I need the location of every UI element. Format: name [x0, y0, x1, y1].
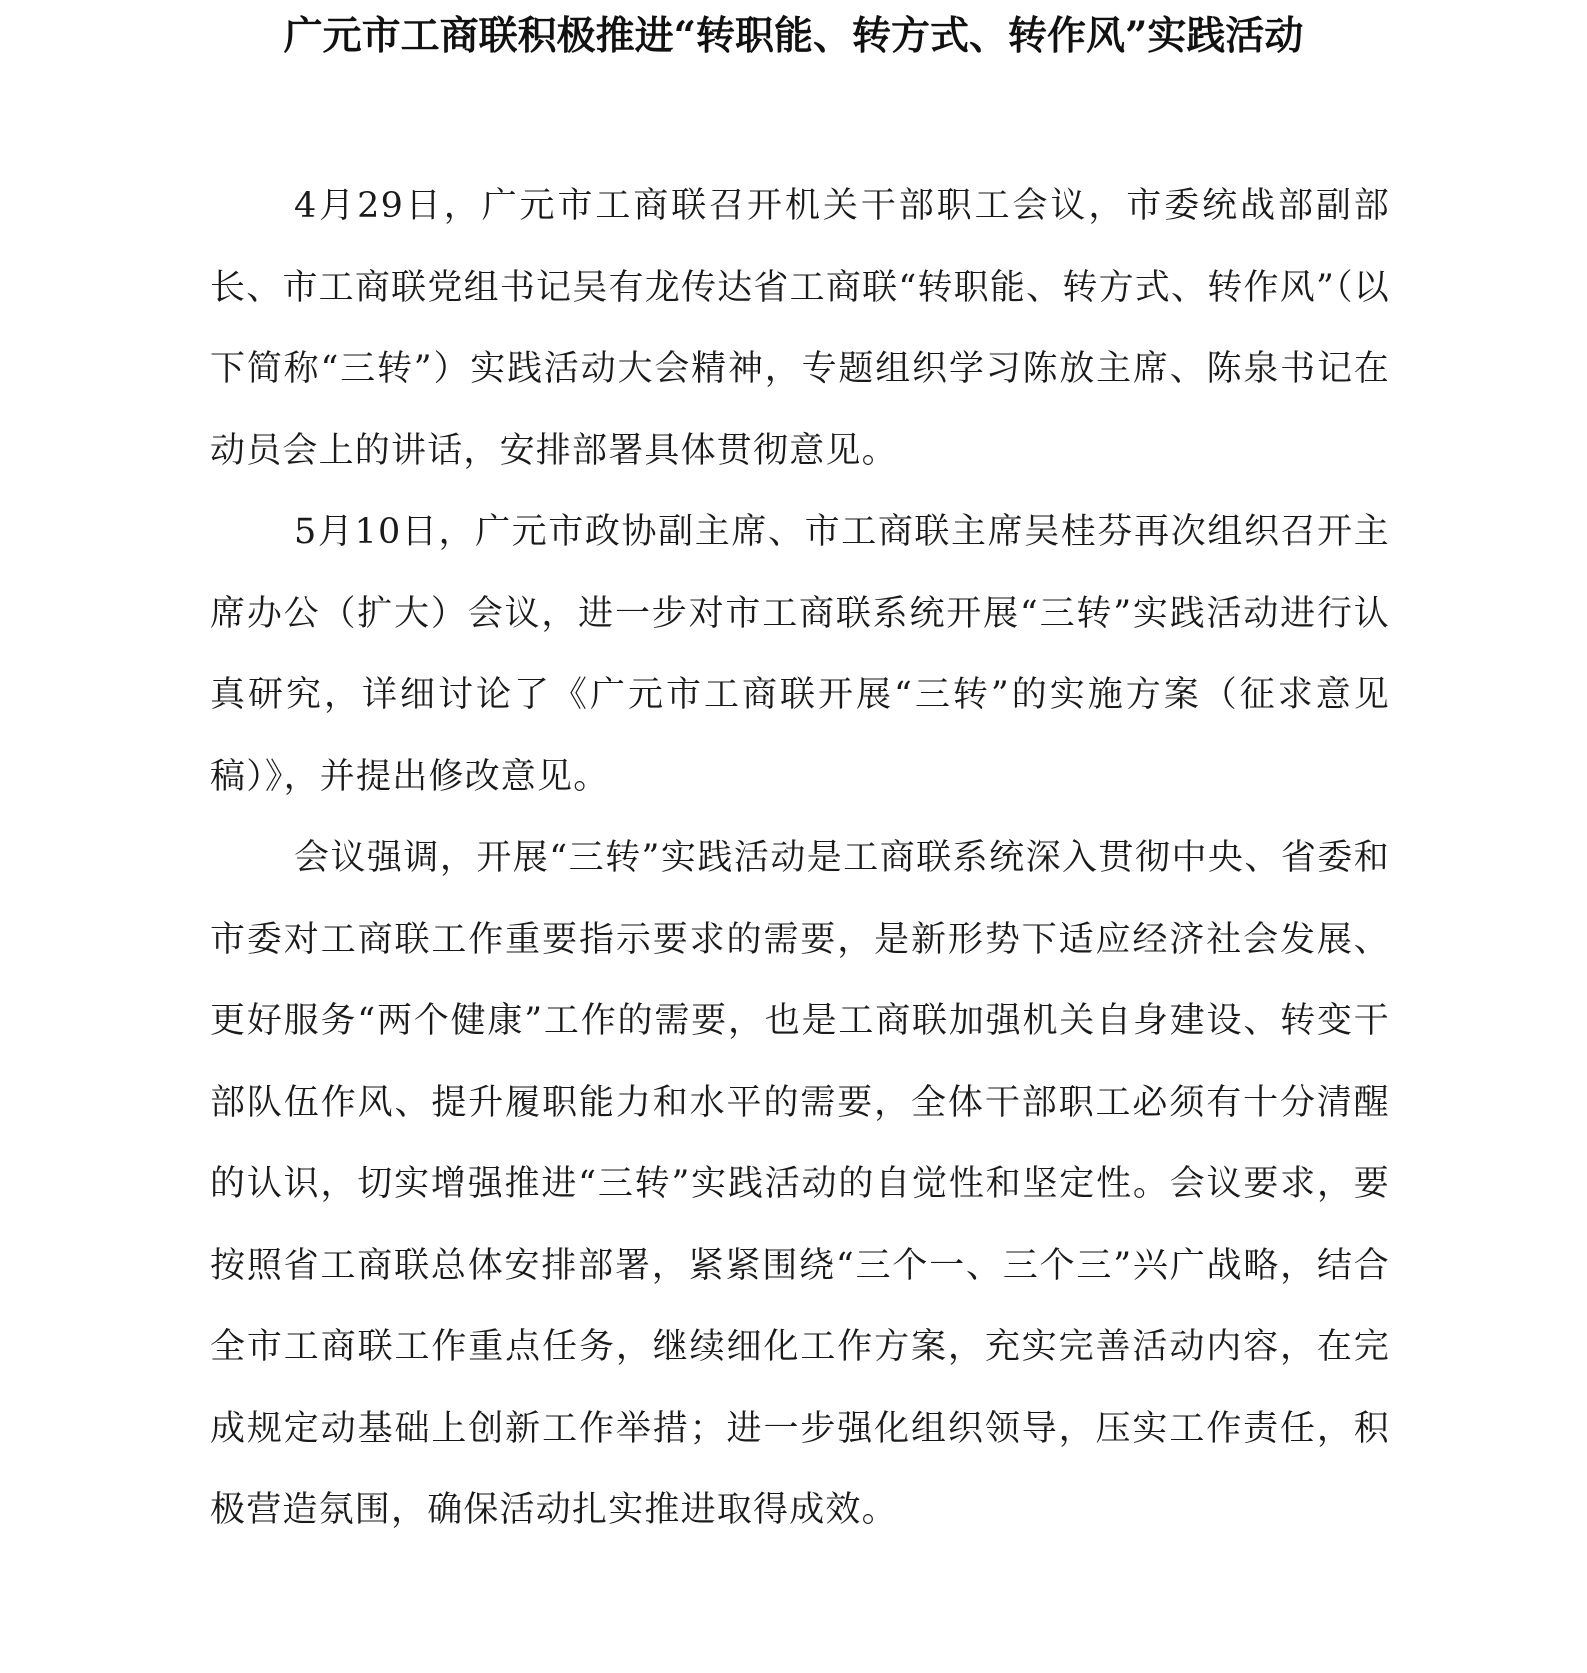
- document-title: 广元市工商联积极推进“转职能、转方式、转作风”实践活动: [283, 13, 1304, 59]
- document-body: [210, 166, 1390, 1552]
- paragraph-3: 会议强调，开展“三转”实践活动是工商联系统深入贯彻中央、省委和市委对工商联工作重要指示要求的需要，是新形势下适应经济社会发展、更好服务“两个健康”工作的需要，也是工商联加强机关自身建设、转变干部队伍作风、提升履职能力和水平的需要，全体干部职工必须有十分清醒的认识，切实增强推进“三转”实践活动的自觉性和坚定性。会议要求，要按照省工商联总体安排部署，紧紧围绕“三个一、三个三”兴广战略，结合全市工商联工作重点任务，继续细化工作方案，充实完善活动内容，在完成规定动基础上创新工作举措；进一步强化组织领导，压实工作责任，积极营造氛围，确保活动扎实推进取得成效。: [210, 838, 1390, 1530]
- paragraph-2: 5月10日，广元市政协副主席、市工商联主席吴桂芬再次组织召开主席办公（扩大）会议，进一步对市工商联系统开展“三转”实践活动进行认真研究，详细讨论了《广元市工商联开展“三转”的实施方案（征求意见稿）》，并提出修改意见。: [210, 512, 1390, 797]
- paragraph-1: 4月29日，广元市工商联召开机关干部职工会议，市委统战部副部长、市工商联党组书记吴有龙传达省工商联“转职能、转方式、转作风”（以下简称“三转”）实践活动大会精神，专题组织学习陈放主席、陈泉书记在动员会上的讲话，安排部署具体贯彻意见。: [210, 186, 1390, 471]
